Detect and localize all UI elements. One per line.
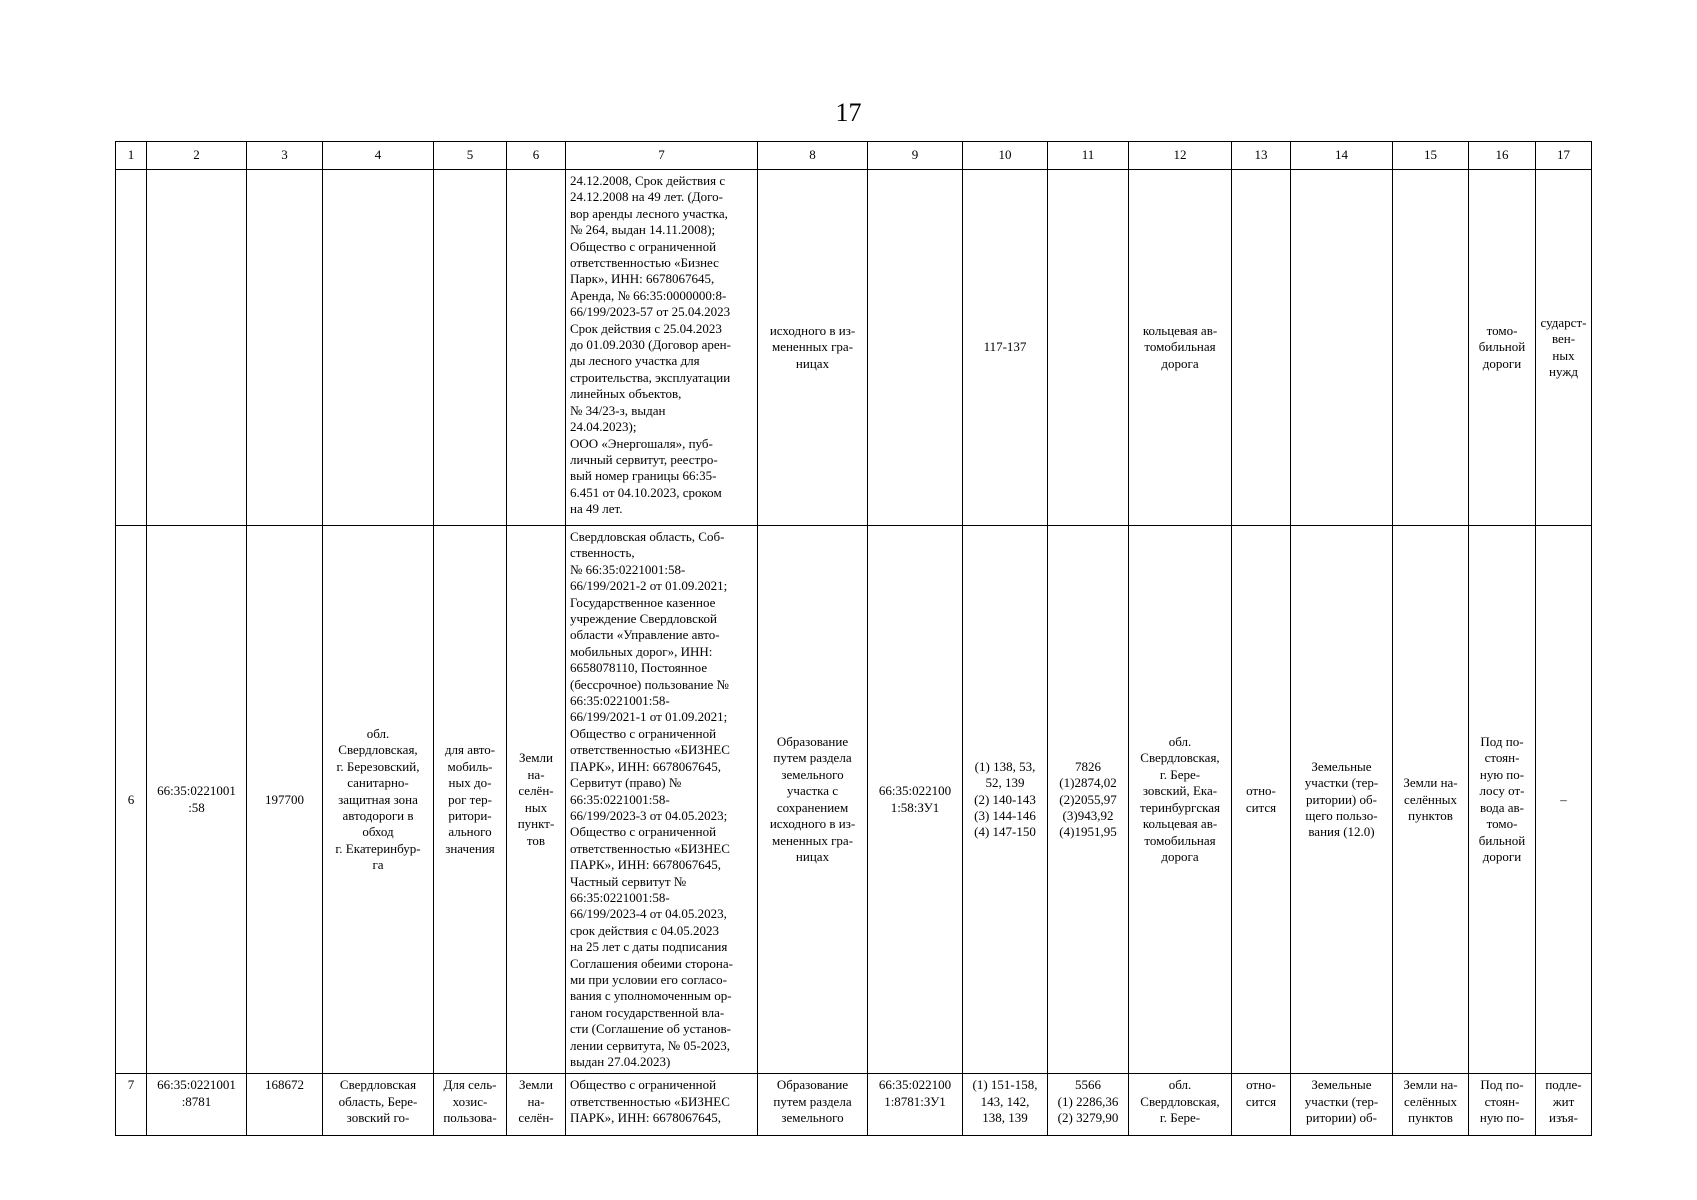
header-cell: 11: [1048, 142, 1129, 170]
table-cell: [147, 170, 247, 526]
table-cell: Под по- стоян- ную по- лосу от- вода ав- томо- бильной дороги: [1469, 526, 1536, 1074]
table-cell: 66:35:0221001 :8781: [147, 1074, 247, 1136]
table-cell: 197700: [247, 526, 323, 1074]
table-cell: 66:35:022100 1:58:ЗУ1: [868, 526, 963, 1074]
table-row: [116, 170, 1592, 526]
table-row: [116, 1074, 1592, 1136]
table-cell: (1) 138, 53, 52, 139 (2) 140-143 (3) 144-146 (4) 147-150: [963, 526, 1048, 1074]
table-cell: Для сель- хозис- пользова-: [434, 1074, 507, 1136]
table-cell: Земли на- селённых пунктов: [1393, 1074, 1469, 1136]
table-cell: для авто- мобиль- ных до- рог тер- ритори- ального значения: [434, 526, 507, 1074]
table-cell: (1) 151-158, 143, 142, 138, 139: [963, 1074, 1048, 1136]
table-cell: исходного в из- мененных гра- ницах: [758, 170, 868, 526]
header-cell: 4: [323, 142, 434, 170]
table-cell: Образование путем раздела земельного: [758, 1074, 868, 1136]
table-cell: Земли на- селён-: [507, 1074, 566, 1136]
table-cell: кольцевая ав- томобильная дорога: [1129, 170, 1232, 526]
table-cell: [1232, 170, 1291, 526]
table-cell: 66:35:022100 1:8781:ЗУ1: [868, 1074, 963, 1136]
table-cell: 117-137: [963, 170, 1048, 526]
table-cell: 6: [116, 526, 147, 1074]
table-cell: [1291, 170, 1393, 526]
header-cell: 16: [1469, 142, 1536, 170]
page-number: 17: [835, 98, 862, 127]
header-cell: 13: [1232, 142, 1291, 170]
rights-cell: Общество с ограниченной ответственностью «БИЗНЕС ПАРК», ИНН: 6678067645,: [566, 1074, 758, 1136]
table-cell: Земли на- селён- ных пункт- тов: [507, 526, 566, 1074]
header-cell: 10: [963, 142, 1048, 170]
header-cell: 1: [116, 142, 147, 170]
table-header-row: [116, 142, 1592, 170]
table-cell: обл. Свердловская, г. Бере-: [1129, 1074, 1232, 1136]
header-cell: 12: [1129, 142, 1232, 170]
rights-cell: Свердловская область, Соб- ственность, № 66:35:0221001:58- 66/199/2021-2 от 01.09.2021; Государственное казенное учреждение Свердловской области «Управление авто- мобильных дорог», ИНН: 6658078110, Постоянное (бессрочное) пользование № 66:35:0221001:58- 66/199/2021-1 от 01.09.2021; Общество с ограниченной ответственностью «БИЗНЕС ПАРК», ИНН: 6678067645, Сервитут (право) № 66:35:0221001:58- 66/199/2023-3 от 04.05.2023; Общество с ограниченной ответственностью «БИЗНЕС ПАРК», ИНН: 6678067645, Частный сервитут № 66:35:0221001:58- 66/199/2023-4 от 04.05.2023, срок действия с 04.05.2023 на 25 лет с даты подписания Соглашения обеими сторона- ми при условии его согласо- вания с уполномоченным ор- ганом государственной вла- сти (Соглашение об установ- лении сервитута, № 05-2023, выдан 27.04.2023): [566, 526, 758, 1074]
table-cell: [1393, 170, 1469, 526]
land-plots-table: [115, 141, 1592, 1136]
table-cell: Свердловская область, Бере- зовский го-: [323, 1074, 434, 1136]
table-cell: Образование путем раздела земельного участка с сохранением исходного в из- мененных гра- ницах: [758, 526, 868, 1074]
table-cell: отно- сится: [1232, 526, 1291, 1074]
table-cell: [507, 170, 566, 526]
table-cell: сударст- вен- ных нужд: [1536, 170, 1592, 526]
table-cell: [247, 170, 323, 526]
table-cell: –: [1536, 526, 1592, 1074]
header-cell: 15: [1393, 142, 1469, 170]
header-cell: 2: [147, 142, 247, 170]
rights-cell: 24.12.2008, Срок действия с 24.12.2008 на 49 лет. (Дого- вор аренды лесного участка, № 264, выдан 14.11.2008); Общество с ограниченной ответственностью «Бизнес Парк», ИНН: 6678067645, Аренда, № 66:35:0000000:8- 66/199/2023-57 от 25.04.2023 Срок действия с 25.04.2023 до 01.09.2030 (Договор арен- ды лесного участка для строительства, эксплуатации линейных объектов, № 34/23-з, выдан 24.04.2023); ООО «Энергошаля», пуб- личный сервитут, реестро- вый номер границы 66:35- 6.451 от 04.10.2023, сроком на 49 лет.: [566, 170, 758, 526]
table-cell: 7: [116, 1074, 147, 1136]
table-cell: 7826 (1)2874,02 (2)2055,97 (3)943,92 (4)1951,95: [1048, 526, 1129, 1074]
header-cell: 8: [758, 142, 868, 170]
header-cell: 3: [247, 142, 323, 170]
table-cell: Земельные участки (тер- ритории) об- щего пользо- вания (12.0): [1291, 526, 1393, 1074]
table-cell: 168672: [247, 1074, 323, 1136]
table-cell: обл. Свердловская, г. Березовский, санитарно- защитная зона автодороги в обход г. Екатеринбур- га: [323, 526, 434, 1074]
header-cell: 9: [868, 142, 963, 170]
table-cell: [434, 170, 507, 526]
table-cell: Земли на- селённых пунктов: [1393, 526, 1469, 1074]
header-cell: 7: [566, 142, 758, 170]
table-cell: подле- жит изъя-: [1536, 1074, 1592, 1136]
table-cell: 5566 (1) 2286,36 (2) 3279,90: [1048, 1074, 1129, 1136]
table-cell: обл. Свердловская, г. Бере- зовский, Ека- теринбургская кольцевая ав- томобильная дорога: [1129, 526, 1232, 1074]
header-cell: 17: [1536, 142, 1592, 170]
header-cell: 14: [1291, 142, 1393, 170]
header-cell: 6: [507, 142, 566, 170]
table-cell: 66:35:0221001 :58: [147, 526, 247, 1074]
table-cell: [323, 170, 434, 526]
table-cell: Под по- стоян- ную по-: [1469, 1074, 1536, 1136]
header-cell: 5: [434, 142, 507, 170]
table-cell: [116, 170, 147, 526]
table-cell: отно- сится: [1232, 1074, 1291, 1136]
table-cell: Земельные участки (тер- ритории) об-: [1291, 1074, 1393, 1136]
table-cell: [1048, 170, 1129, 526]
table-cell: [868, 170, 963, 526]
table-row: [116, 526, 1592, 1074]
table-cell: томо- бильной дороги: [1469, 170, 1536, 526]
